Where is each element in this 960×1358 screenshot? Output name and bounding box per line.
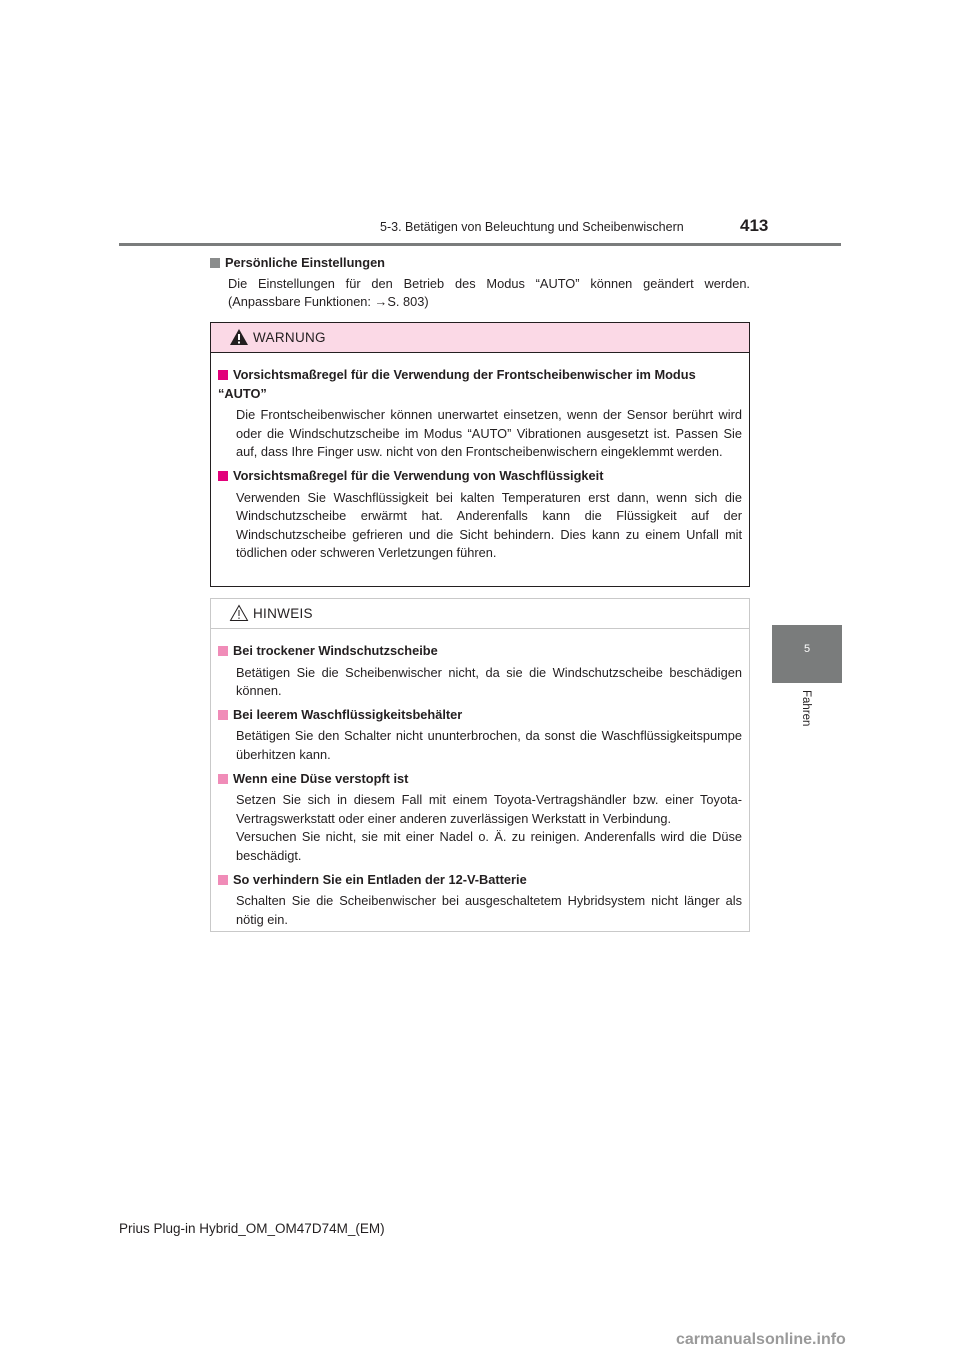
notice-item xyxy=(218,770,742,866)
warning-triangle-icon xyxy=(229,328,249,346)
square-bullet-icon xyxy=(218,710,228,720)
warning-header xyxy=(211,323,749,353)
notice-item-title: Bei trockener Windschutzscheibe xyxy=(218,642,742,661)
warning-box xyxy=(210,322,750,587)
square-bullet-icon xyxy=(218,774,228,784)
document-footer: Prius Plug-in Hybrid_OM_OM47D74M_(EM) xyxy=(119,1221,385,1236)
notice-item-body: Setzen Sie sich in diesem Fall mit einem Toyota-Vertragshändler bzw. einer Toyota-Vertragswerkstatt oder einer anderen zuverlässigen Werkstatt in Verbindung. xyxy=(236,792,742,826)
notice-header xyxy=(211,599,749,629)
intro-section xyxy=(210,254,750,312)
notice-item-body: Versuchen Sie nicht, sie mit einer Nadel o. Ä. zu reinigen. Anderenfalls wird die Düse beschädigt. xyxy=(236,829,742,863)
notice-content xyxy=(211,629,749,929)
warning-item xyxy=(218,366,742,462)
page-number: 413 xyxy=(740,216,769,235)
intro-body: Die Einstellungen für den Betrieb des Modus “AUTO” können geändert werden. (Anpassbare Funktionen: →S. 803) xyxy=(228,275,750,310)
chapter-tab xyxy=(772,625,842,683)
notice-item xyxy=(218,642,742,701)
square-bullet-icon xyxy=(218,370,228,380)
notice-item-body: Betätigen Sie den Schalter nicht ununterbrochen, da sonst die Waschflüssigkeitspumpe überhitzen kann. xyxy=(236,728,742,762)
warning-content xyxy=(211,353,749,563)
notice-box xyxy=(210,598,750,932)
warning-item-title: Vorsichtsmaßregel für die Verwendung von Waschflüssigkeit xyxy=(218,467,742,486)
square-bullet-icon xyxy=(218,646,228,656)
header-rule xyxy=(119,243,841,246)
notice-item-title: Wenn eine Düse verstopft ist xyxy=(218,770,742,789)
warning-label: WARNUNG xyxy=(253,330,326,345)
caution-triangle-icon xyxy=(229,604,249,622)
notice-item xyxy=(218,706,742,765)
watermark: carmanualsonline.info xyxy=(676,1331,846,1348)
square-bullet-icon xyxy=(210,258,220,268)
chapter-label: Fahren xyxy=(800,690,812,727)
notice-item xyxy=(218,871,742,930)
running-header: 5-3. Betätigen von Beleuchtung und Scheibenwischern xyxy=(380,220,684,234)
warning-item-body: Verwenden Sie Waschflüssigkeit bei kalten Temperaturen erst dann, wenn sich die Windschutzscheibe erwärmt hat. Anderenfalls kann die Flüssigkeit auf der Windschutzscheibe gefrieren und die Sicht behindern. Dies kann zu einem Unfall mit tödlichen oder schweren Verletzungen führen. xyxy=(236,489,742,561)
notice-item-title: Bei leerem Waschflüssigkeitsbehälter xyxy=(218,706,742,725)
chapter-number: 5 xyxy=(803,643,811,655)
square-bullet-icon xyxy=(218,875,228,885)
notice-label: HINWEIS xyxy=(253,606,313,621)
warning-item-body: Die Frontscheibenwischer können unerwartet einsetzen, wenn der Sensor berührt wird oder die Windschutzscheibe im Modus “AUTO” Vibrationen ausgesetzt ist. Passen Sie auf, dass Ihre Finger usw. nicht von den Frontscheibenwischern eingeklemmt werden. xyxy=(236,407,742,460)
warning-item-title: Vorsichtsmaßregel für die Verwendung der Frontscheibenwischer im Modus “AUTO” xyxy=(218,367,696,401)
notice-item-body: Betätigen Sie die Scheibenwischer nicht, da sie die Windschutzscheibe beschädigen können. xyxy=(236,664,742,699)
warning-item xyxy=(218,467,742,563)
notice-item-body: Schalten Sie die Scheibenwischer bei ausgeschaltetem Hybridsystem nicht länger als nötig ein. xyxy=(236,893,742,927)
notice-item-title: So verhindern Sie ein Entladen der 12-V-Batterie xyxy=(218,871,742,890)
intro-title: Persönliche Einstellungen xyxy=(210,254,750,273)
square-bullet-icon xyxy=(218,471,228,481)
